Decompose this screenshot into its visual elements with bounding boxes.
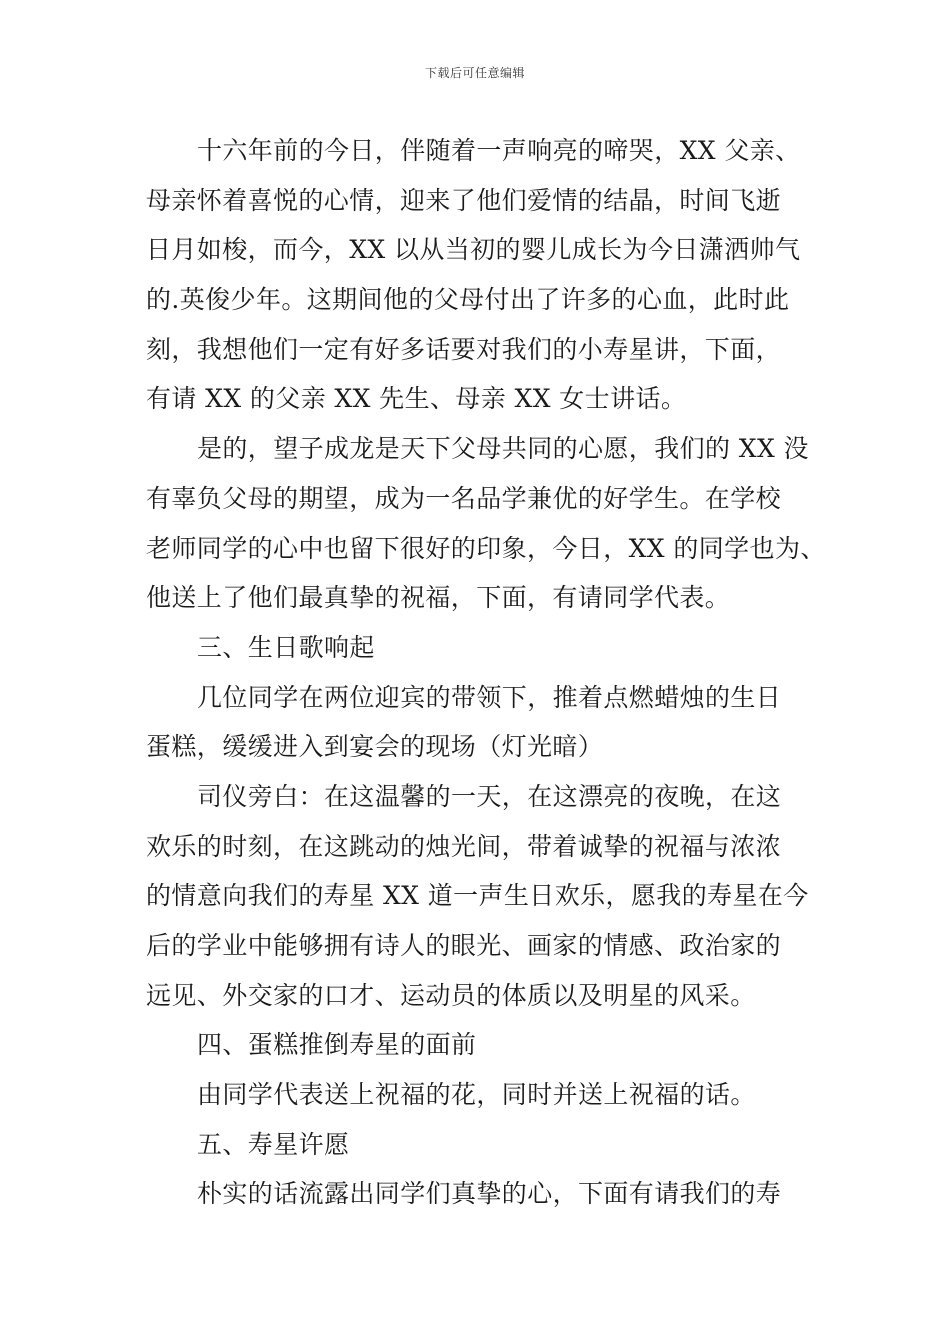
paragraph-line: 朴实的话流露出同学们真挚的心，下面有请我们的寿: [197, 1179, 782, 1209]
paragraph-line: 远见、外交家的口才、运动员的体质以及明星的风采。: [146, 980, 756, 1010]
paragraph-line: 有请 XX 的父亲 XX 先生、母亲 XX 女士讲话。: [146, 384, 687, 414]
paragraph-line: 的情意向我们的寿星 XX 道一声生日欢乐，愿我的寿星在今: [146, 881, 809, 911]
paragraph-line: 欢乐的时刻，在这跳动的烛光间，带着诚挚的祝福与浓浓: [146, 831, 782, 861]
page-header: 下载后可任意编辑: [424, 66, 525, 80]
paragraph-line: 后的学业中能够拥有诗人的眼光、画家的情感、政治家的: [146, 931, 782, 960]
paragraph-line: 由同学代表送上祝福的花，同时并送上祝福的话。: [197, 1080, 756, 1110]
paragraph-line: 日月如梭，而今，XX 以从当初的婴儿成长为今日潇洒帅气: [146, 235, 801, 265]
paragraph-line: 刻，我想他们一定有好多话要对我们的小寿星讲，下面，: [146, 334, 782, 364]
paragraph-line: 十六年前的今日，伴随着一声响亮的啼哭，XX 父亲、: [197, 136, 801, 165]
section-heading: 五、寿星许愿: [197, 1129, 350, 1159]
paragraph-line: 有辜负父母的期望，成为一名品学兼优的好学生。在学校: [146, 483, 782, 513]
paragraph-line: 他送上了他们最真挚的祝福，下面，有请同学代表。: [146, 583, 731, 613]
paragraph-line: 是的，望子成龙是天下父母共同的心愿，我们的 XX 没: [197, 434, 809, 464]
paragraph-line: 母亲怀着喜悦的心情，迎来了他们爱情的结晶，时间飞逝: [146, 185, 782, 215]
paragraph-line: 司仪旁白：在这温馨的一天，在这漂亮的夜晚，在这: [197, 781, 782, 811]
paragraph-line: 蛋糕，缓缓进入到宴会的现场（灯光暗）: [146, 732, 604, 762]
paragraph-line: 几位同学在两位迎宾的带领下，推着点燃蜡烛的生日: [197, 682, 782, 712]
document-body: [146, 126, 826, 1219]
section-heading: 三、生日歌响起: [197, 632, 375, 662]
section-heading: 四、蛋糕推倒寿星的面前: [197, 1030, 477, 1060]
paragraph-line: 的.英俊少年。这期间他的父母付出了许多的心血，此时此: [146, 285, 790, 315]
paragraph-line: 老师同学的心中也留下很好的印象，今日，XX 的同学也为、: [146, 533, 826, 563]
